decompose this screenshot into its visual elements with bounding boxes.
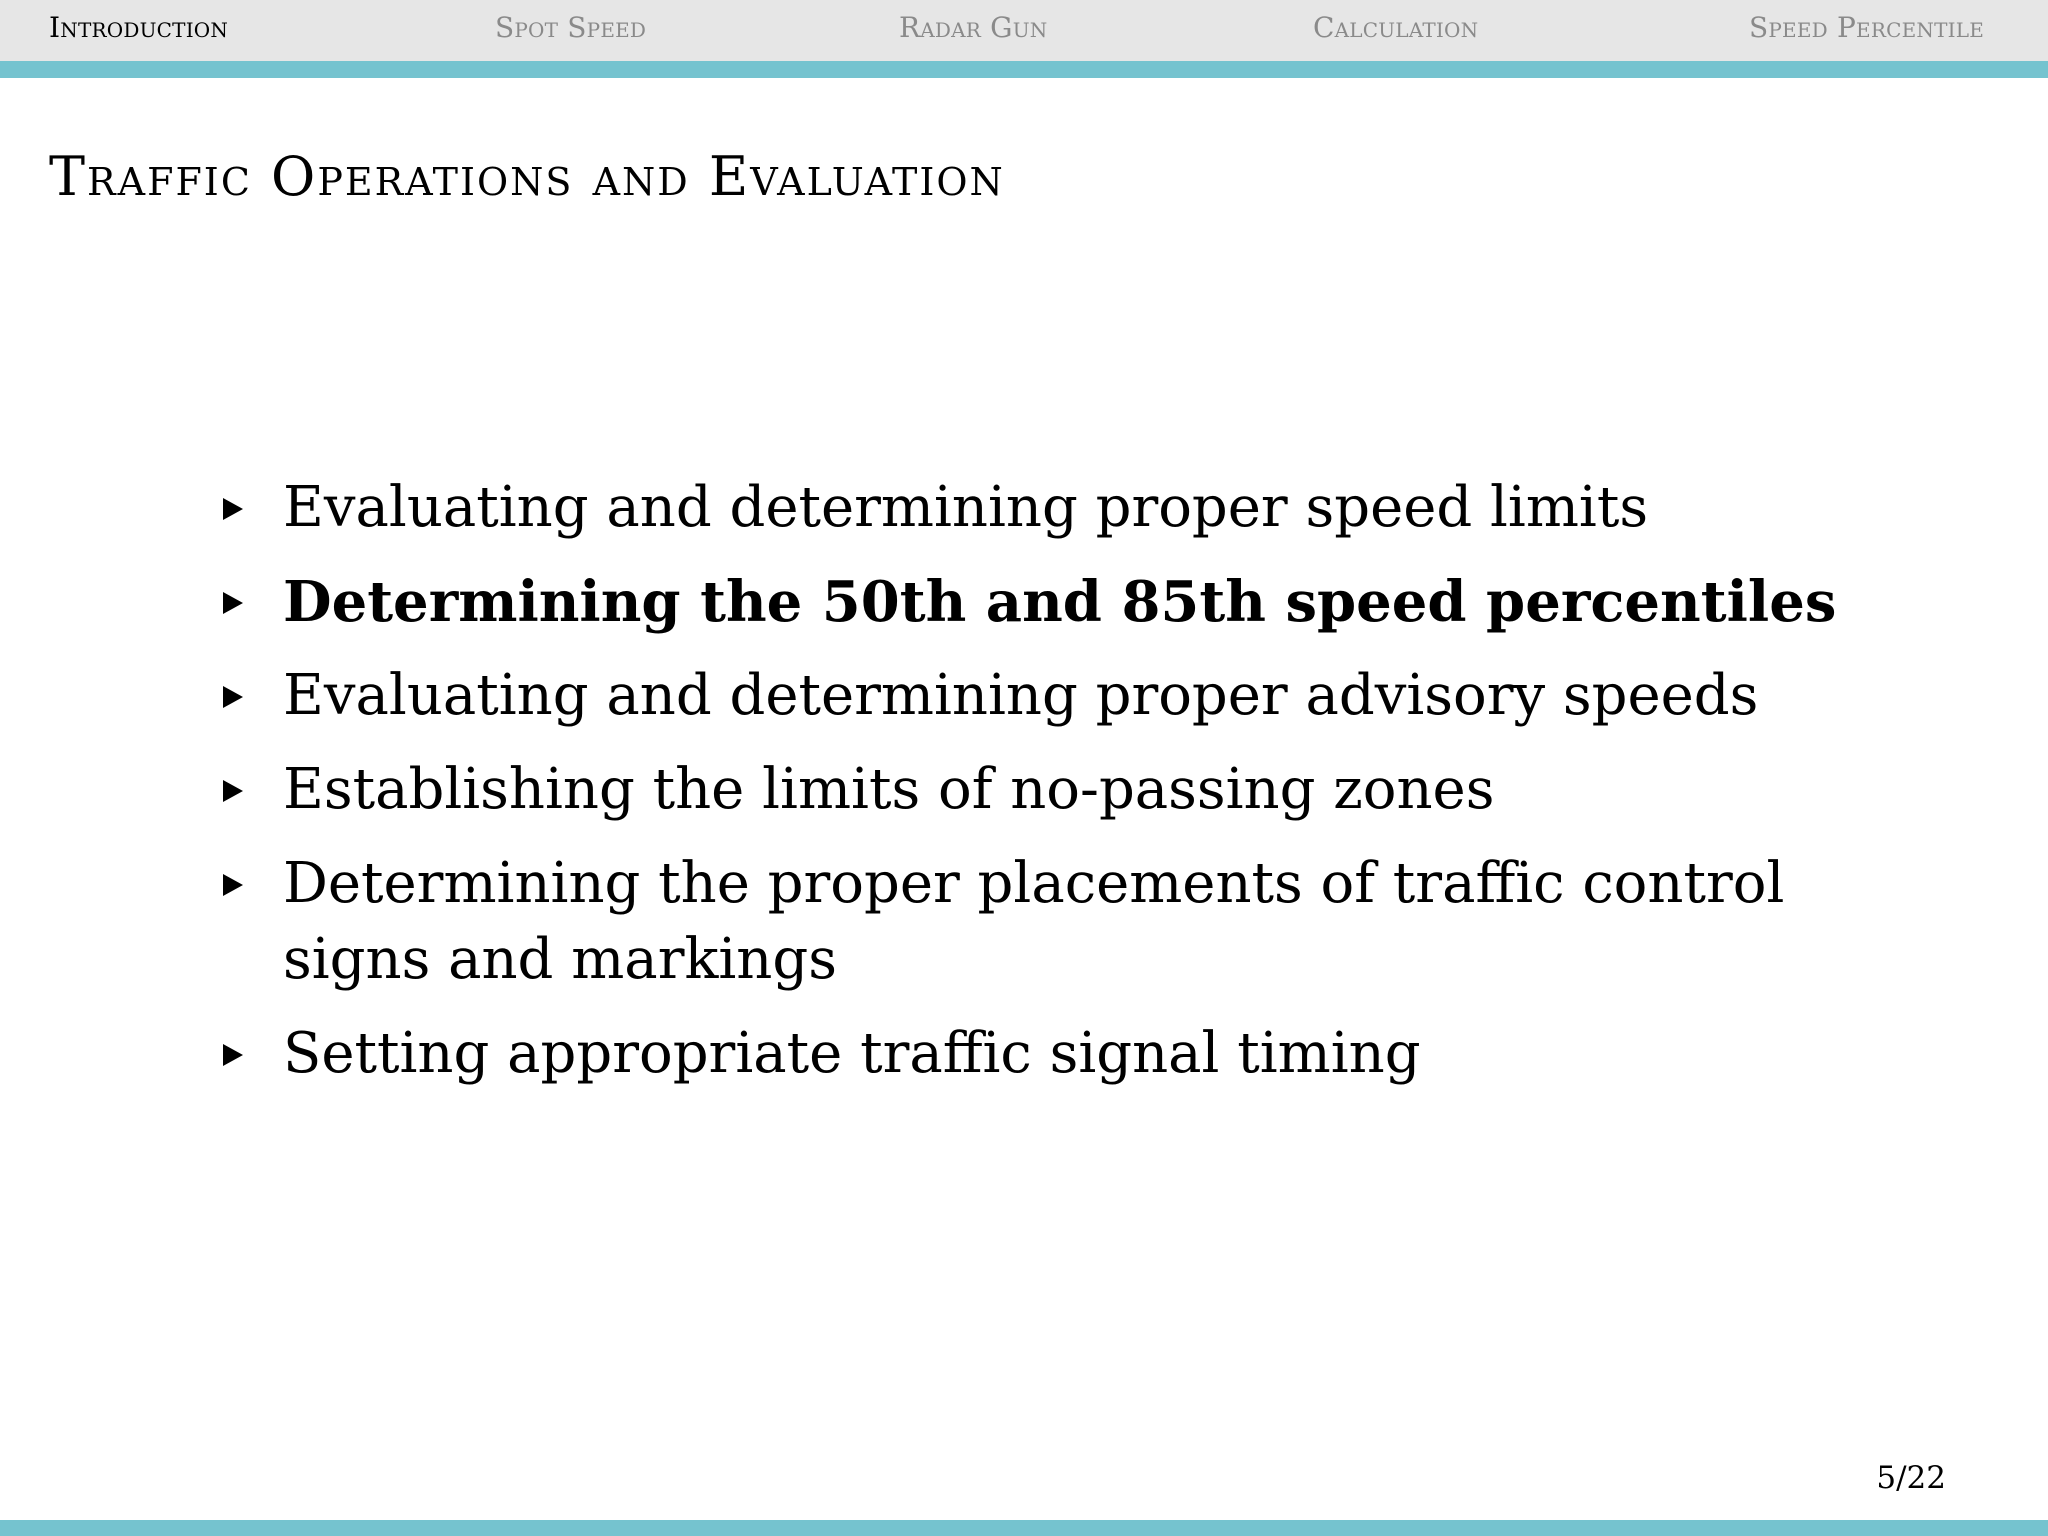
page-number: 5/22: [1876, 1460, 1946, 1496]
nav-section-speed-percentile[interactable]: Speed Percentile: [1749, 11, 1984, 44]
bullet-text: Evaluating and determining proper speed limits: [283, 475, 1649, 540]
nav-section-calculation[interactable]: Calculation: [1313, 11, 1479, 44]
bullet-item: [220, 470, 1920, 546]
bullet-item: [220, 846, 1920, 998]
bullet-text: Determining the proper placements of traffic control signs and markings: [283, 851, 1785, 992]
triangle-bullet-icon: [223, 686, 243, 708]
nav-section-introduction[interactable]: Introduction: [49, 11, 229, 44]
bullet-text: Setting appropriate traffic signal timing: [283, 1021, 1421, 1086]
nav-section-radar-gun[interactable]: Radar Gun: [899, 11, 1048, 44]
bullet-item: [220, 658, 1920, 734]
bullet-text: Determining the 50th and 85th speed percentiles: [283, 569, 1837, 635]
nav-accent-bar: [0, 61, 2048, 78]
triangle-bullet-icon: [223, 498, 243, 520]
bullet-text: Evaluating and determining proper advisory speeds: [283, 663, 1759, 728]
triangle-bullet-icon: [223, 780, 243, 802]
triangle-bullet-icon: [223, 592, 243, 614]
bullet-item: [220, 752, 1920, 828]
bullet-list: [220, 470, 1920, 1110]
slide-title: Traffic Operations and Evaluation: [49, 145, 1005, 208]
triangle-bullet-icon: [223, 1044, 243, 1066]
nav-section-spot-speed[interactable]: Spot Speed: [495, 11, 647, 44]
section-navigation-bar: [0, 0, 2048, 61]
bullet-text: Establishing the limits of no-passing zones: [283, 757, 1495, 822]
footer-accent-bar: [0, 1520, 2048, 1536]
bullet-item-emphasized: [220, 564, 1920, 640]
bullet-item: [220, 1016, 1920, 1092]
triangle-bullet-icon: [223, 874, 243, 896]
